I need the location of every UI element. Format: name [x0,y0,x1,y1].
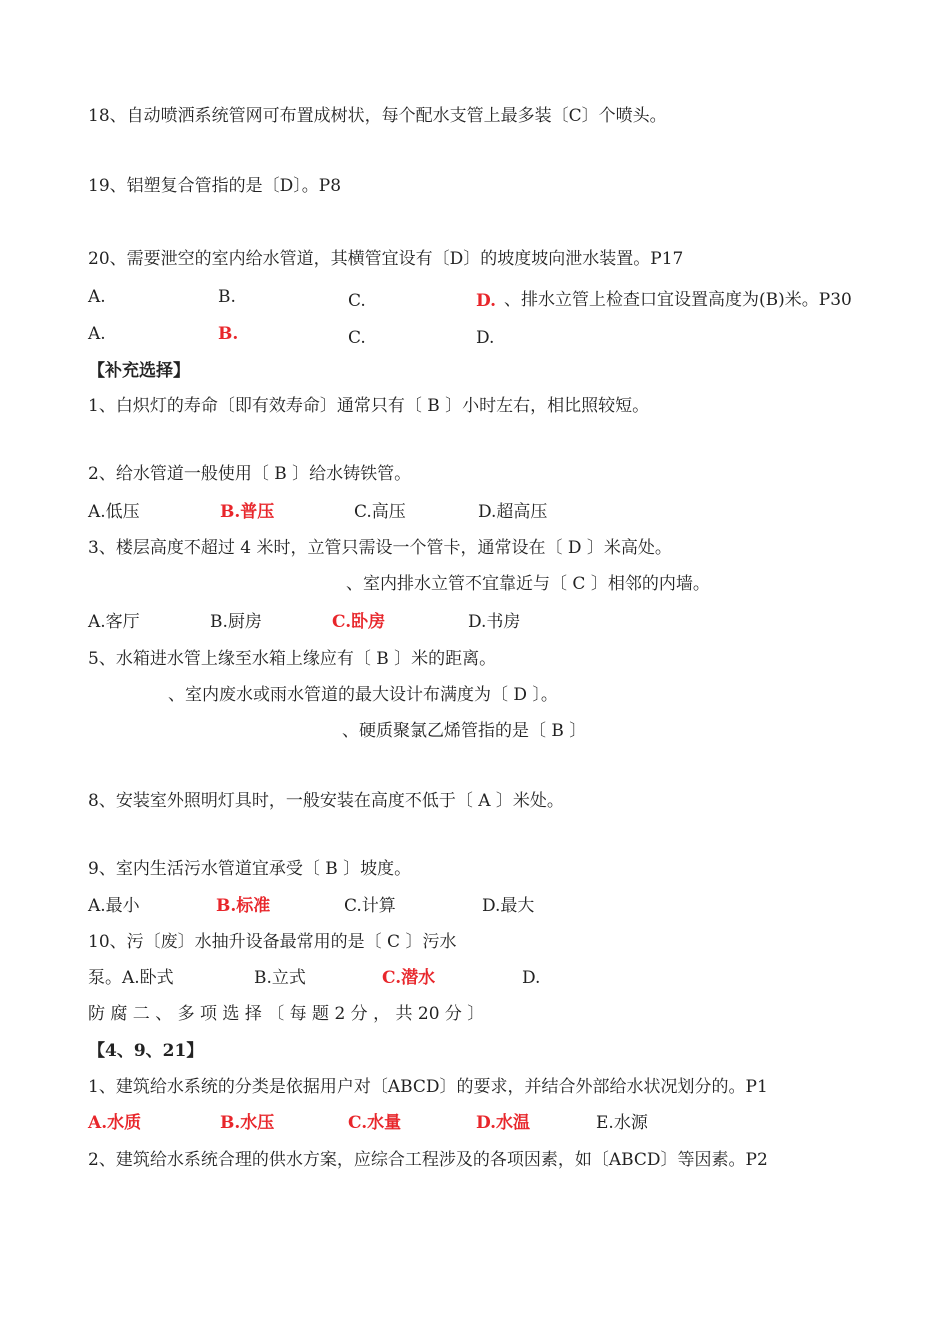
question-19: 19、铝塑复合管指的是〔D〕。P8 [88,176,342,196]
supplement-question-4: 、室内排水立管不宜靠近与〔 C 〕相邻的内墙。 [346,574,710,594]
supplement-question-9: 9、室内生活污水管道宜承受〔 B 〕坡度。 [88,859,412,879]
option-b-answer: B.标准 [216,896,271,916]
option-c: C. [348,328,366,348]
option-a: A.客厅 [88,612,140,632]
option-d: D.最大 [482,896,535,916]
option-a: A.最小 [88,896,140,916]
question-20: 20、需要泄空的室内给水管道，其横管宜设有〔D〕的坡度坡向泄水装置。P17 [88,249,684,269]
option-b-answer: B.普压 [220,502,275,522]
option-a: A. [88,324,106,344]
option-d: D. [522,968,541,988]
supplement-question-3: 3、楼层高度不超过 4 米时，立管只需设一个管卡，通常设在〔 D 〕米高处。 [88,538,672,558]
multi-choice-tag: 【4、9、21】 [88,1041,204,1061]
supplement-question-2: 2、给水管道一般使用〔 B 〕给水铸铁管。 [88,464,412,484]
option-c-answer: C.卧房 [332,612,386,632]
option-b: B.立式 [254,968,306,988]
option-a-answer: A.水质 [88,1113,142,1133]
supplement-question-7: 、硬质聚氯乙烯管指的是〔 B 〕 [342,721,587,741]
option-a: A. [88,287,106,307]
option-b: B.厨房 [210,612,262,632]
option-d: D.超高压 [478,502,548,522]
option-c: C. [348,291,366,311]
option-a: A.低压 [88,502,140,522]
supplement-question-6: 、室内废水或雨水管道的最大设计布满度为〔 D 〕。 [168,685,558,705]
multi-question-2: 2、建筑给水系统合理的供水方案，应综合工程涉及的各项因素，如〔ABCD〕等因素。P2 [88,1150,768,1170]
supplement-question-10: 10、污〔废〕水抽升设备最常用的是〔 C 〕污水 [88,932,457,952]
multi-question-1: 1、建筑给水系统的分类是依据用户对〔ABCD〕的要求，并结合外部给水状况划分的。P1 [88,1077,768,1097]
option-d-answer: D. [476,291,497,311]
option-c-answer: C.水量 [348,1113,402,1133]
question-21: 、排水立管上检查口宜设置高度为(B)米。P30 [504,290,852,310]
option-b-answer: B.水压 [220,1113,275,1133]
option-b: B. [218,287,236,307]
supplement-question-1: 1、白炽灯的寿命〔即有效寿命〕通常只有〔 B 〕小时左右，相比照较短。 [88,396,650,416]
option-c: C.计算 [344,896,396,916]
option-c: C.高压 [354,502,406,522]
option-e: E.水源 [596,1113,648,1133]
supplement-question-8: 8、安装室外照明灯具时，一般安装在高度不低于〔 A 〕米处。 [88,791,564,811]
question-18: 18、自动喷洒系统管网可布置成树状，每个配水支管上最多装〔C〕个喷头。 [88,106,667,126]
supplement-question-5: 5、水箱进水管上缘至水箱上缘应有〔 B 〕米的距离。 [88,649,497,669]
supplement-section-title: 【补充选择】 [88,361,190,381]
option-b-answer: B. [218,324,239,344]
option-d: D.书房 [468,612,521,632]
option-a-line: 泵。A.卧式 [88,968,174,988]
multi-choice-heading: 防 腐 二 、 多 项 选 择 〔 每 题 2 分 ， 共 20 分 〕 [88,1004,485,1024]
option-c-answer: C.潜水 [382,968,436,988]
option-d: D. [476,328,495,348]
option-d-answer: D.水温 [476,1113,531,1133]
